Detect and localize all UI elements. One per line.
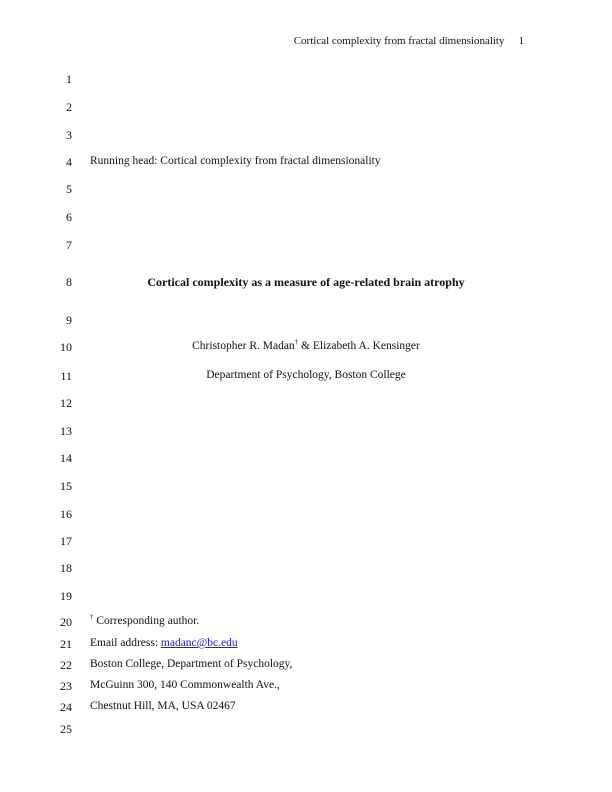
coauthor-name: & Elizabeth A. Kensinger [298,340,420,352]
line-number: 25 [60,722,72,736]
line-number: 13 [60,424,72,438]
author-name: Christopher R. Madan [192,340,295,352]
dagger-mark: † [294,338,299,347]
address-line-3: Chestnut Hill, MA, USA 02467 [90,700,236,712]
page-number: 1 [518,35,524,47]
line-number: 9 [66,313,72,327]
corresponding-label: Corresponding author. [93,615,200,627]
line-number: 14 [60,451,72,465]
line-number: 4 [66,155,72,169]
line-number: 17 [60,534,72,548]
address-line-2: McGuinn 300, 140 Commonwealth Ave., [90,679,280,691]
line-number: 24 [60,700,72,714]
line-number: 11 [60,369,72,383]
line-number: 10 [60,340,72,354]
line-number: 5 [66,182,72,196]
line-number: 1 [66,72,72,86]
line-number: 3 [66,128,72,142]
affiliation: Department of Psychology, Boston College [206,369,406,381]
line-number: 12 [60,396,72,410]
line-number: 19 [60,589,72,603]
line-number: 22 [60,658,72,672]
footnote-corresponding [90,615,199,627]
author-line [90,340,522,352]
running-header [294,35,524,47]
paper-title: Cortical complexity as a measure of age-related brain atrophy [147,275,465,289]
line-number: 18 [60,561,72,575]
line-number: 16 [60,507,72,521]
line-number: 15 [60,479,72,493]
address-line-1: Boston College, Department of Psychology, [90,658,293,670]
line-number: 6 [66,210,72,224]
line-number: 20 [60,615,72,629]
running-header-title: Cortical complexity from fractal dimensionality [293,35,505,47]
email-link[interactable]: madanc@bc.edu [160,637,238,649]
line-number: 23 [60,679,72,693]
email-label: Email address: [90,637,161,649]
line-number: 2 [66,100,72,114]
email-line [90,637,238,649]
line-number: 7 [66,238,72,252]
line-number: 21 [60,637,72,651]
running-head: Running head: Cortical complexity from fractal dimensionality [90,155,381,167]
line-number: 8 [66,275,72,289]
dagger-mark: † [90,613,94,622]
